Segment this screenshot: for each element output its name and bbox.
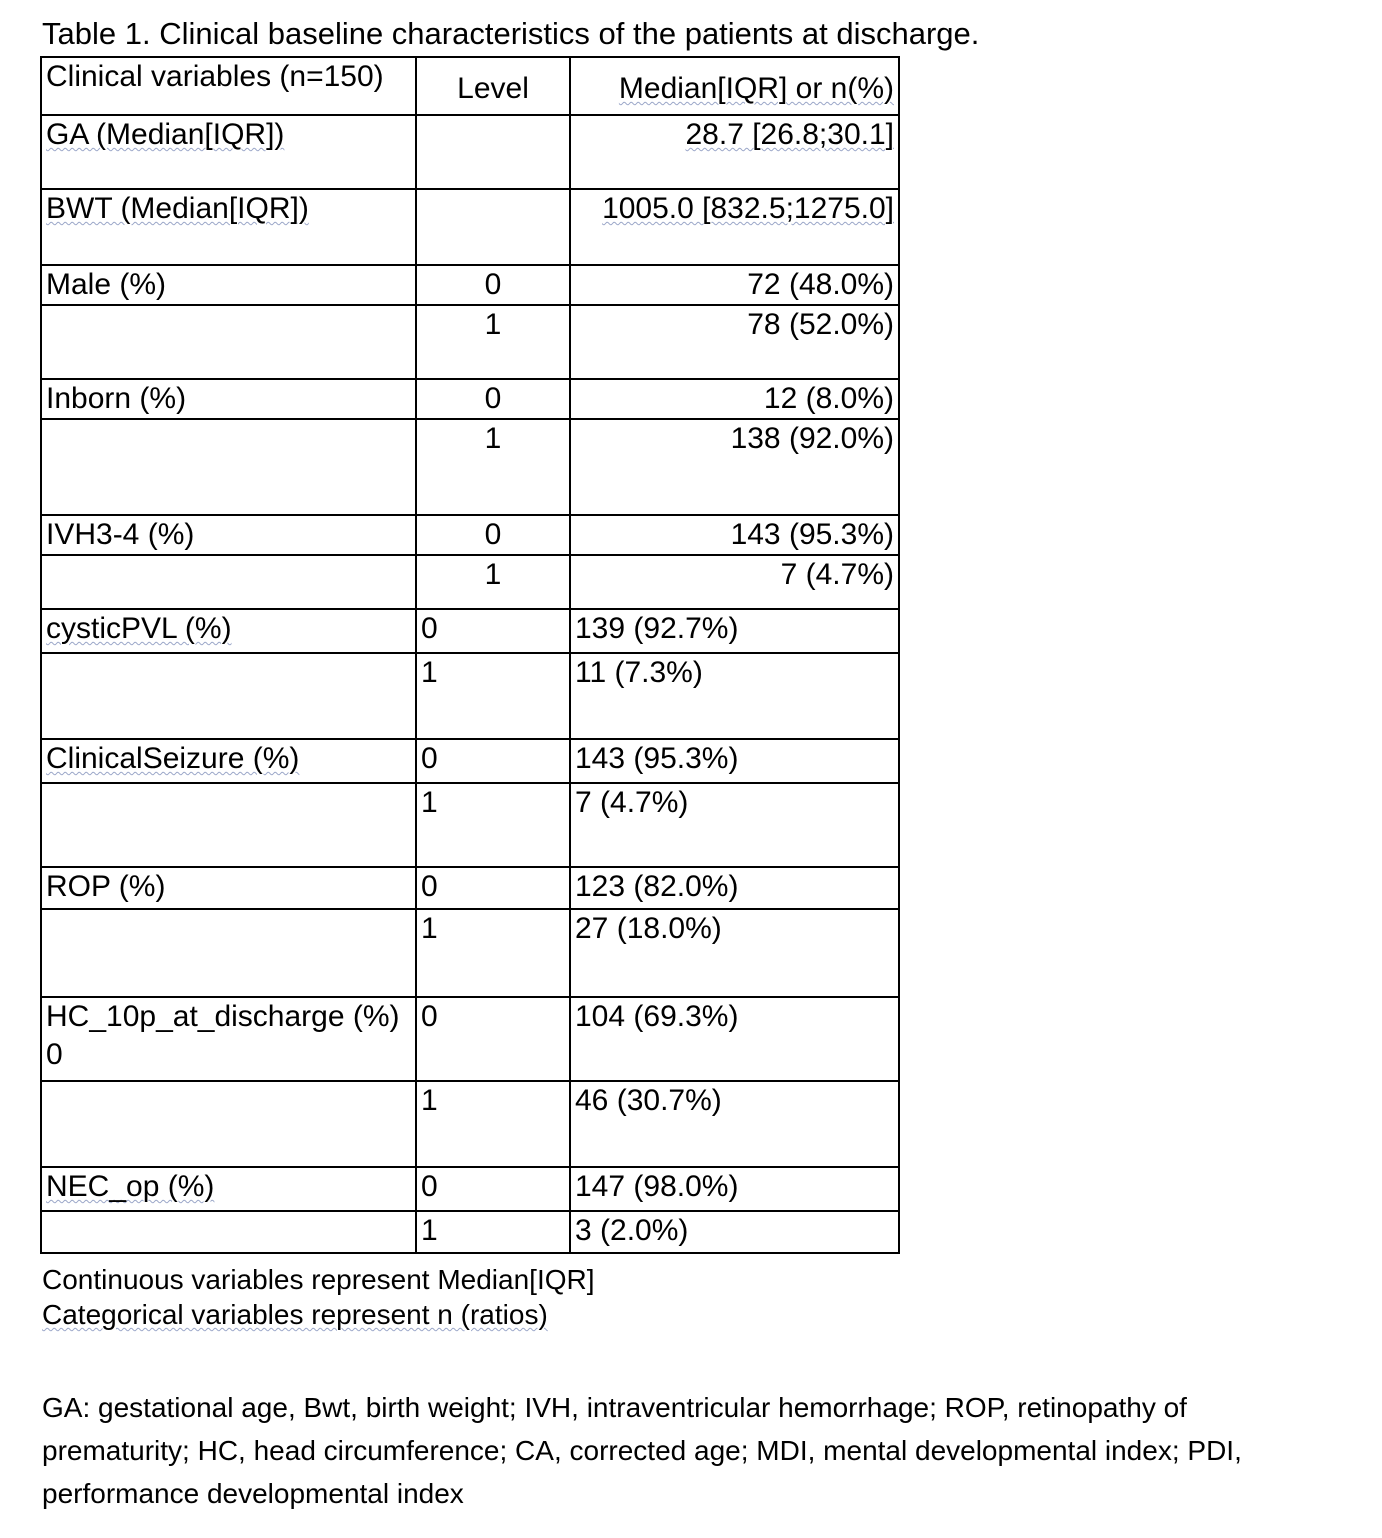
row-variable: GA (Median[IQR]): [41, 115, 416, 189]
row-value: 78 (52.0%): [570, 305, 899, 379]
row-value: 7 (4.7%): [570, 555, 899, 609]
row-level: 1: [416, 1211, 570, 1253]
table-notes: [42, 1262, 595, 1332]
row-level: 1: [416, 555, 570, 609]
row-value: 11 (7.3%): [570, 653, 899, 739]
row-variable: IVH3-4 (%): [41, 515, 416, 555]
table-row: [41, 653, 899, 739]
row-variable: BWT (Median[IQR]): [41, 189, 416, 265]
row-level: 1: [416, 305, 570, 379]
table-row: [41, 305, 899, 379]
row-level: 1: [416, 1081, 570, 1167]
table-row: [41, 997, 899, 1081]
row-variable: Male (%): [41, 265, 416, 305]
row-value: 104 (69.3%): [570, 997, 899, 1081]
row-value: 7 (4.7%): [570, 783, 899, 867]
row-variable: [41, 997, 416, 1081]
row-variable-line1: HC_10p_at_discharge (%): [46, 1000, 400, 1033]
row-variable-line2: 0: [46, 1038, 63, 1071]
table-row: [41, 115, 899, 189]
table-row: [41, 1081, 899, 1167]
table-row: [41, 1167, 899, 1211]
row-level: 1: [416, 783, 570, 867]
row-level: [416, 189, 570, 265]
row-level: 0: [416, 867, 570, 909]
row-variable: ClinicalSeizure (%): [41, 739, 416, 783]
table-row: [41, 909, 899, 997]
row-level: 1: [416, 909, 570, 997]
row-value: 123 (82.0%): [570, 867, 899, 909]
row-variable: [41, 1081, 416, 1167]
table-row: [41, 783, 899, 867]
row-variable: cysticPVL (%): [41, 609, 416, 653]
note-continuous: Continuous variables represent Median[IQR]: [42, 1264, 595, 1295]
row-value: 1005.0 [832.5;1275.0]: [570, 189, 899, 265]
table-row: [41, 555, 899, 609]
row-variable: ROP (%): [41, 867, 416, 909]
row-variable: NEC_op (%): [41, 1167, 416, 1211]
header-value: Median[IQR] or n(%): [570, 57, 899, 115]
table-row: [41, 739, 899, 783]
row-value: 147 (98.0%): [570, 1167, 899, 1211]
row-value: 72 (48.0%): [570, 265, 899, 305]
header-level: Level: [416, 57, 570, 115]
row-value: 3 (2.0%): [570, 1211, 899, 1253]
table-row: [41, 867, 899, 909]
row-variable: [41, 419, 416, 515]
table-row: [41, 379, 899, 419]
row-value: 139 (92.7%): [570, 609, 899, 653]
row-variable: [41, 305, 416, 379]
row-level: 0: [416, 515, 570, 555]
row-value: 28.7 [26.8;30.1]: [570, 115, 899, 189]
row-variable: [41, 1211, 416, 1253]
row-variable: [41, 555, 416, 609]
row-level: 1: [416, 653, 570, 739]
row-value: 138 (92.0%): [570, 419, 899, 515]
table-row: [41, 609, 899, 653]
note-categorical: Categorical variables represent n (ratios): [42, 1299, 548, 1330]
row-value: 143 (95.3%): [570, 515, 899, 555]
row-variable: [41, 909, 416, 997]
table-row: [41, 1211, 899, 1253]
table-row: [41, 515, 899, 555]
table-row: [41, 189, 899, 265]
row-level: [416, 115, 570, 189]
row-value: 27 (18.0%): [570, 909, 899, 997]
row-level: 0: [416, 1167, 570, 1211]
table-row: [41, 419, 899, 515]
row-level: 0: [416, 997, 570, 1081]
row-variable: Inborn (%): [41, 379, 416, 419]
row-variable: [41, 783, 416, 867]
row-value: 46 (30.7%): [570, 1081, 899, 1167]
characteristics-table: [40, 56, 900, 1254]
row-value: 143 (95.3%): [570, 739, 899, 783]
row-level: 0: [416, 265, 570, 305]
row-level: 1: [416, 419, 570, 515]
abbreviations-footnote: GA: gestational age, Bwt, birth weight; IVH, intraventricular hemorrhage; ROP, retinopathy of prematurity; HC, head circumference; CA, corrected age; MDI, mental developmental index; PDI, performance developmental index: [42, 1392, 1242, 1509]
header-variable: Clinical variables (n=150): [41, 57, 416, 115]
table-row: [41, 265, 899, 305]
row-level: 0: [416, 379, 570, 419]
row-variable: [41, 653, 416, 739]
row-value: 12 (8.0%): [570, 379, 899, 419]
row-level: 0: [416, 609, 570, 653]
header-row: [41, 57, 899, 115]
row-level: 0: [416, 739, 570, 783]
table-caption: Table 1. Clinical baseline characteristics of the patients at discharge.: [42, 16, 980, 51]
